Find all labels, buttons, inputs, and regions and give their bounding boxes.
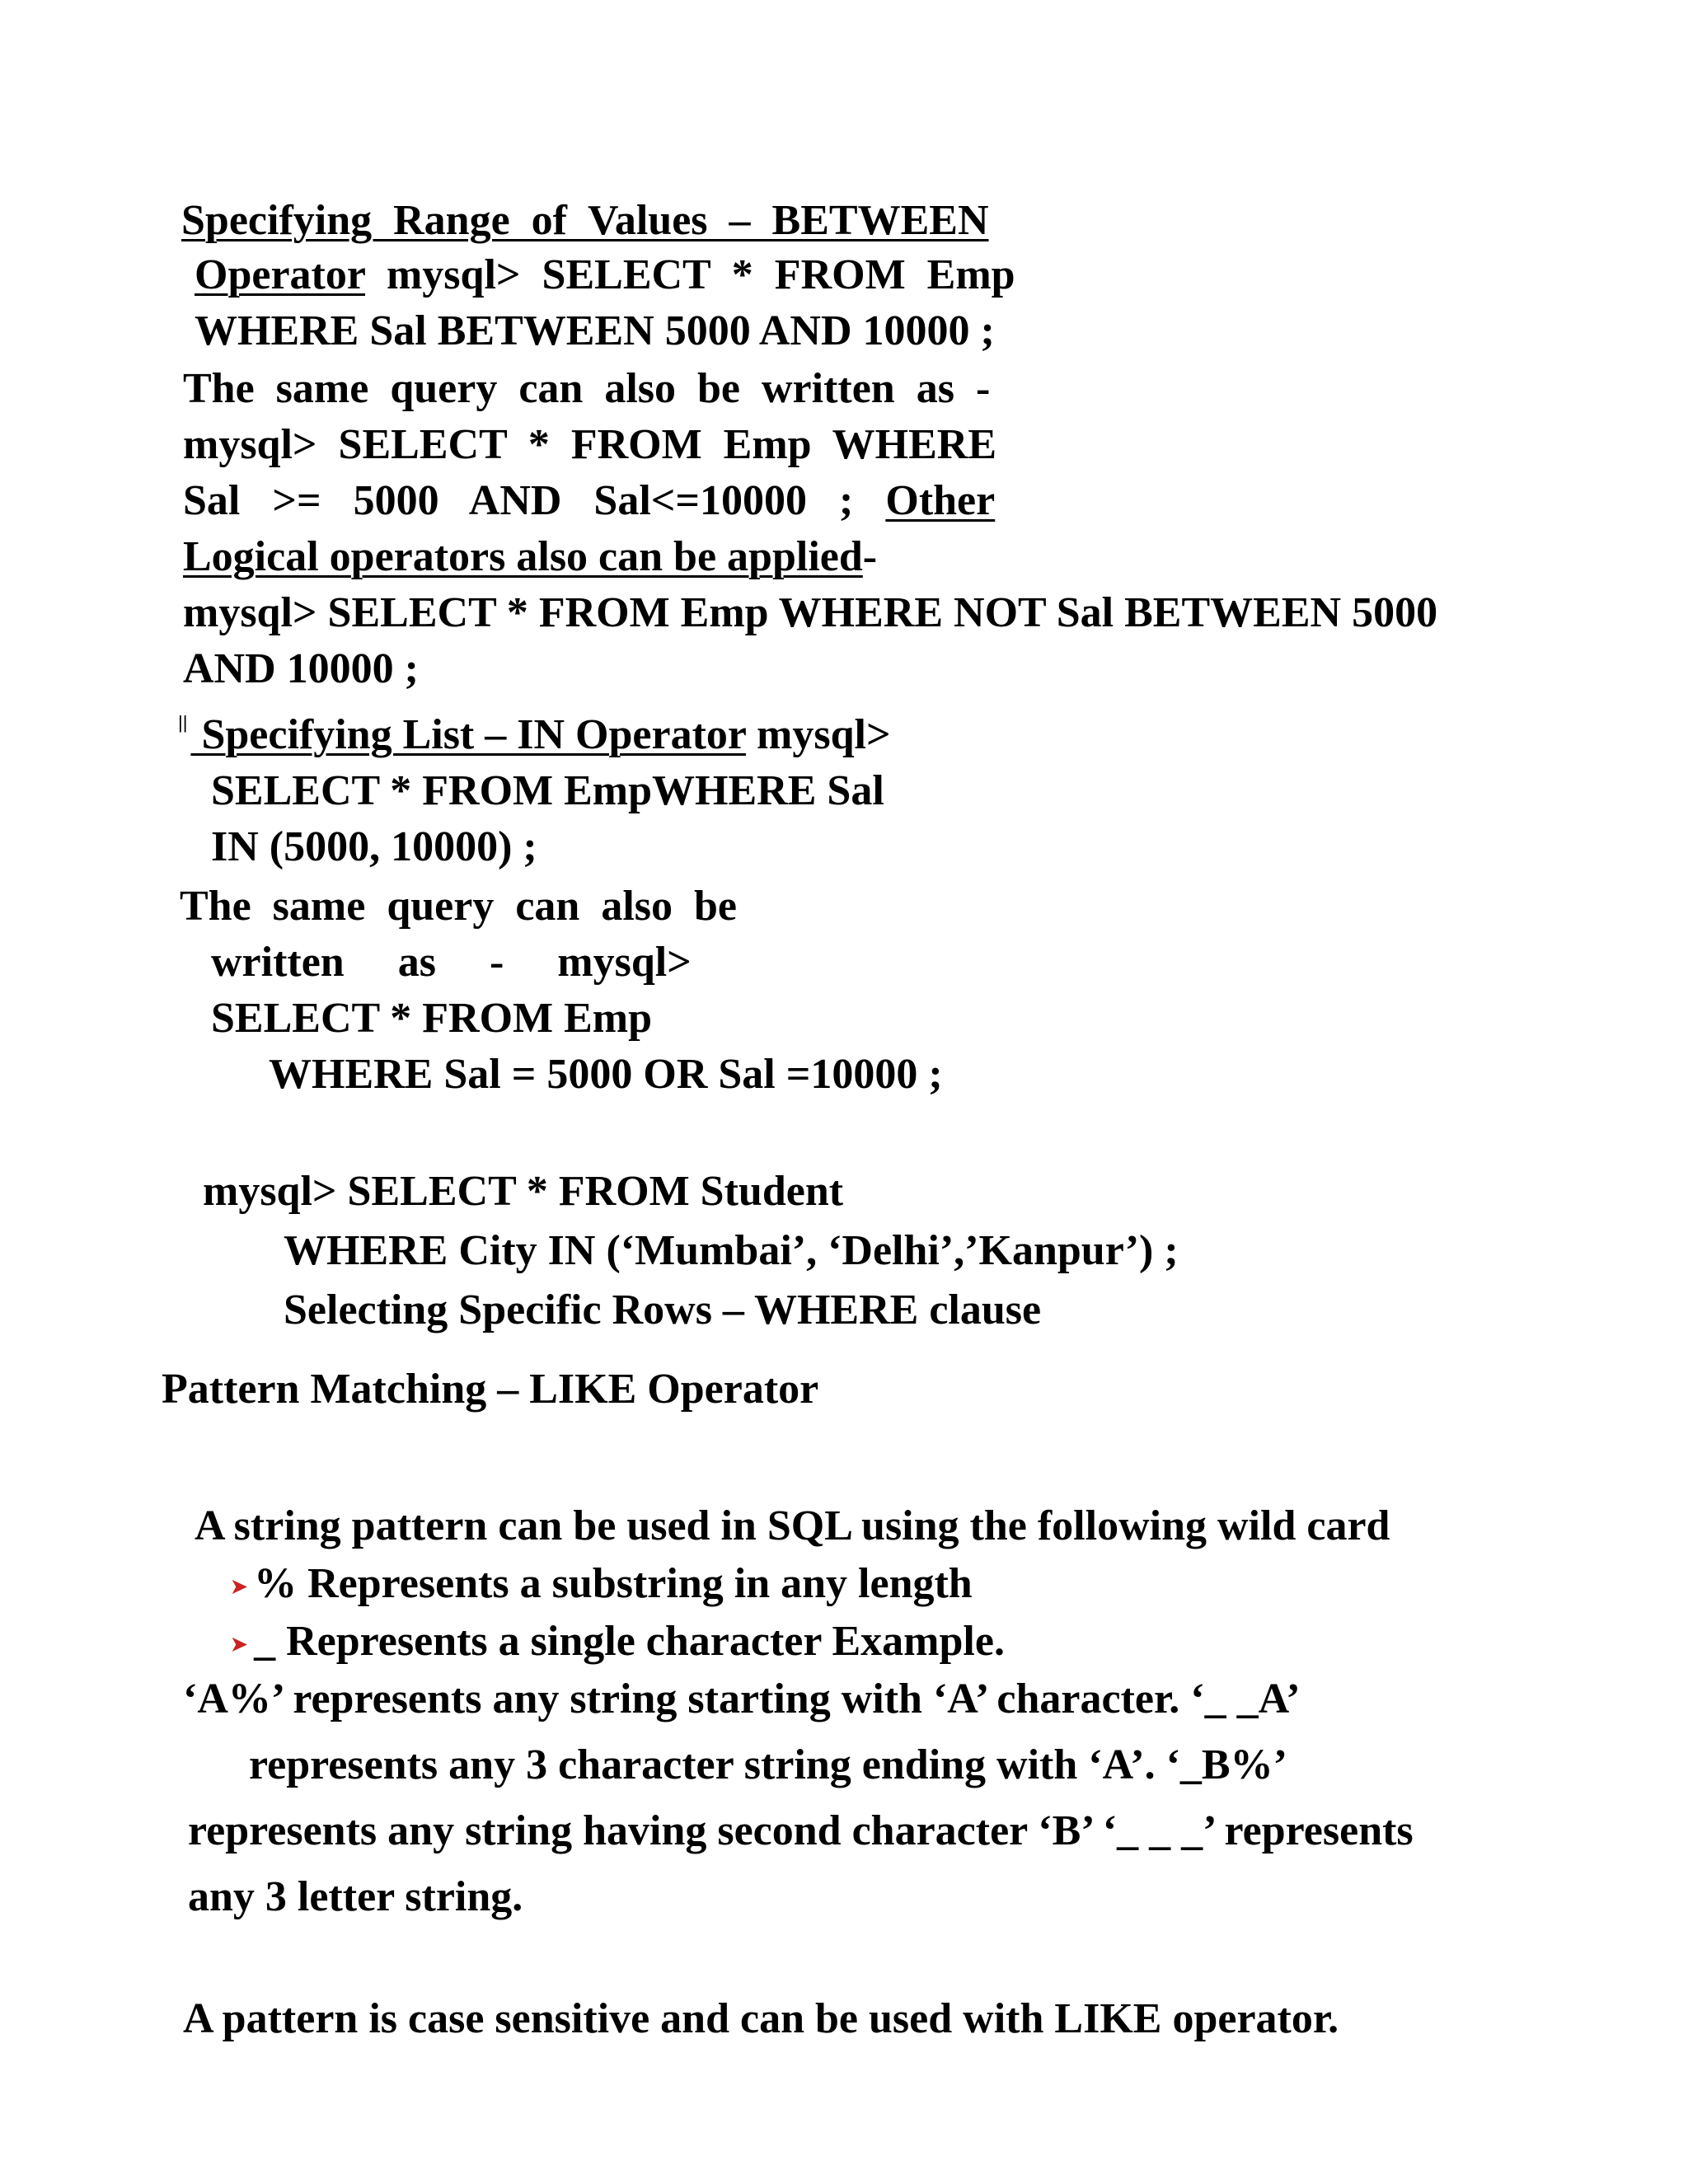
bullet-underscore-text: _ Represents a single character Example. bbox=[254, 1618, 1005, 1665]
case-sensitive-note: A pattern is case sensitive and can be used with LIKE operator. bbox=[183, 1995, 1339, 2042]
student-line3: Selecting Specific Rows – WHERE clause bbox=[284, 1286, 1042, 1333]
between-line2-rest: mysql> SELECT * FROM Emp bbox=[364, 251, 1015, 298]
arrow-bullet-icon: ➤ bbox=[231, 1577, 248, 1599]
bullet-percent bbox=[231, 1560, 973, 1607]
in-line2: SELECT * FROM EmpWHERE Sal bbox=[211, 767, 884, 814]
in-heading-underlined: Specifying List – IN Operator bbox=[190, 711, 747, 758]
student-line2: WHERE City IN (‘Mumbai’, ‘Delhi’,’Kanpur’) ; bbox=[284, 1227, 1179, 1274]
wildcard-line6: represents any string having second character ‘B’ ‘_ _ _’ represents bbox=[188, 1807, 1414, 1854]
in-line1-rest: mysql> bbox=[746, 711, 891, 758]
between-line6-main: Sal >= 5000 AND Sal<=10000 ; bbox=[183, 477, 886, 524]
wildcard-intro: A string pattern can be used in SQL using the following wild card bbox=[195, 1502, 1390, 1549]
operator-underlined: Operator bbox=[195, 251, 365, 298]
wildcard-line5: represents any 3 character string ending with ‘A’. ‘_B%’ bbox=[249, 1741, 1287, 1788]
between-heading-line1: Specifying Range of Values – BETWEEN bbox=[181, 197, 989, 244]
logical-operators-dash: - bbox=[862, 533, 878, 580]
in-line6: SELECT * FROM Emp bbox=[211, 995, 653, 1042]
between-line6 bbox=[183, 477, 996, 524]
between-line8: mysql> SELECT * FROM Emp WHERE NOT Sal BETWEEN 5000 bbox=[183, 589, 1438, 636]
bullet-percent-text: % Represents a substring in any length bbox=[254, 1560, 973, 1607]
wildcard-line7: any 3 letter string. bbox=[188, 1873, 523, 1920]
in-line3: IN (5000, 10000) ; bbox=[211, 823, 537, 870]
between-line2 bbox=[195, 251, 1015, 298]
between-line3: WHERE Sal BETWEEN 5000 AND 10000 ; bbox=[195, 307, 995, 354]
between-line9: AND 10000 ; bbox=[183, 645, 419, 692]
student-line1: mysql> SELECT * FROM Student bbox=[203, 1168, 844, 1215]
in-line4: The same query can also be bbox=[180, 883, 737, 930]
between-line4: The same query can also be written as - bbox=[183, 365, 991, 412]
wildcard-line4: ‘A%’ represents any string starting with ‘A’ character. ‘_ _A’ bbox=[183, 1675, 1301, 1722]
between-line7 bbox=[183, 533, 878, 580]
between-line5: mysql> SELECT * FROM Emp WHERE bbox=[183, 421, 997, 468]
in-line1 bbox=[178, 711, 891, 758]
in-line5: written as - mysql> bbox=[211, 939, 692, 986]
bullet-underscore bbox=[231, 1620, 1005, 1663]
bar-marks: || bbox=[178, 712, 188, 733]
logical-operators-underlined: Logical operators also can be applied bbox=[183, 533, 863, 580]
in-line7: WHERE Sal = 5000 OR Sal =10000 ; bbox=[269, 1051, 943, 1098]
like-heading: Pattern Matching – LIKE Operator bbox=[162, 1366, 819, 1413]
other-underlined: Other bbox=[885, 477, 996, 524]
arrow-bullet-icon: ➤ bbox=[231, 1634, 248, 1657]
